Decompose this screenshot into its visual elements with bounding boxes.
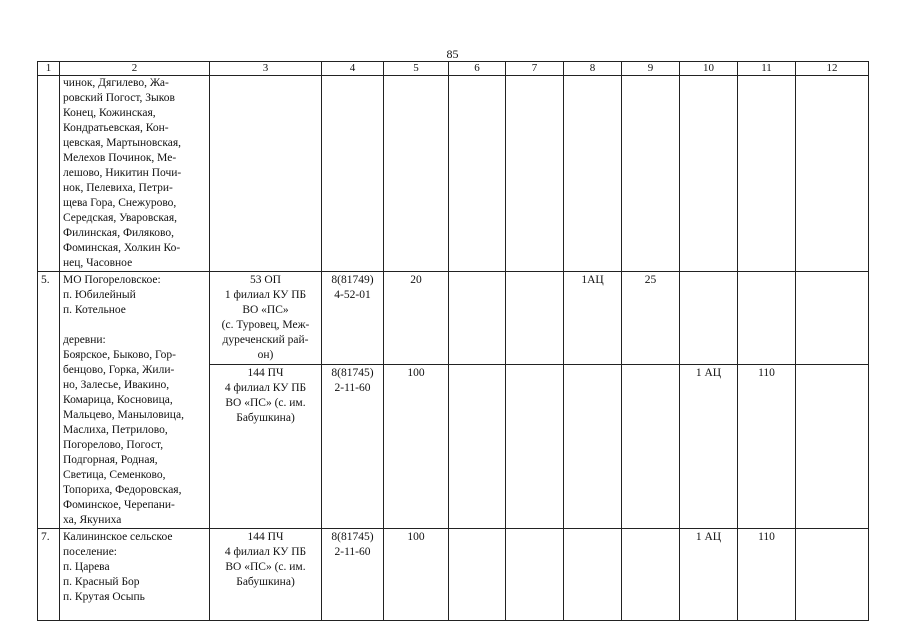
text-line: щева Гора, Снежурово, — [63, 197, 177, 209]
text-line: лешово, Никитин Почи- — [63, 167, 182, 179]
settlements-cell — [60, 529, 210, 621]
text-line: (с. Туровец, Меж- — [221, 319, 310, 331]
empty-cell — [384, 76, 449, 272]
text-line: Маслиха, Петрилово, — [63, 424, 168, 436]
text-line: 2-11-60 — [334, 546, 371, 558]
text-line: Мелехов Починок, Ме- — [63, 152, 177, 164]
text-line: п. Красный Бор — [63, 576, 140, 588]
row-number-cell: 7. — [38, 529, 60, 621]
text-line: Мальцево, Маныловица, — [63, 409, 184, 421]
vehicle-cell: 1 АЦ — [680, 529, 738, 621]
text-line: 4 филиал КУ ПБ — [224, 381, 307, 394]
time-cell: 110 — [738, 364, 796, 528]
col-header: 7 — [506, 62, 564, 76]
empty-cell — [796, 76, 869, 272]
col-header: 10 — [680, 62, 738, 76]
empty-cell — [449, 76, 506, 272]
text-line: 4 филиал КУ ПБ — [224, 546, 307, 558]
empty-cell — [506, 272, 564, 365]
row-number-cell — [38, 76, 60, 272]
empty-cell — [796, 272, 869, 365]
text-line: п. Крутая Осыпь — [63, 591, 145, 603]
phone-cell — [322, 364, 384, 528]
text-line: 1 филиал КУ ПБ — [224, 289, 307, 301]
empty-cell — [622, 529, 680, 621]
text-line: 8(81745) — [331, 531, 374, 543]
col-header: 4 — [322, 62, 384, 76]
time-cell — [622, 364, 680, 528]
text-line: Конец, Кожинская, — [63, 107, 156, 119]
text-line: бенцово, Горка, Жили- — [63, 364, 175, 376]
text-line: нец, Часовное — [63, 257, 133, 269]
text-line: 144 ПЧ — [247, 366, 284, 379]
text-line: 8(81749) — [331, 274, 374, 286]
text-line: 4-52-01 — [334, 289, 371, 301]
text-line: Погорелово, Погост, — [63, 439, 164, 451]
vehicle-cell — [564, 364, 622, 528]
vehicle-cell: 1АЦ — [564, 272, 622, 365]
text-line: но, Залесье, Ивакино, — [63, 379, 170, 391]
text-line: Бабушкина) — [236, 411, 295, 424]
text-line: Калининское сельское — [63, 531, 173, 543]
text-line: он) — [257, 349, 274, 361]
text-line: 2-11-60 — [334, 381, 371, 394]
text-line: чинок, Дягилево, Жа- — [63, 77, 169, 89]
empty-cell — [449, 529, 506, 621]
header-row — [38, 62, 869, 76]
empty-cell — [564, 76, 622, 272]
text-line: поселение: — [63, 546, 117, 558]
col-header: 6 — [449, 62, 506, 76]
empty-cell — [449, 364, 506, 528]
empty-cell — [796, 529, 869, 621]
text-line: Фоминская, Холкин Ко- — [63, 242, 181, 254]
col-header: 8 — [564, 62, 622, 76]
empty-cell — [210, 76, 322, 272]
text-line: Бабушкина) — [236, 576, 295, 588]
col-header: 9 — [622, 62, 680, 76]
text-line: п. Юбилейный — [63, 289, 136, 301]
text-line: Середская, Уваровская, — [63, 212, 178, 224]
fire-units-table — [37, 61, 869, 621]
col-header: 11 — [738, 62, 796, 76]
empty-cell — [680, 76, 738, 272]
vehicle-cell — [680, 272, 738, 365]
time-cell: 110 — [738, 529, 796, 621]
col-header: 2 — [60, 62, 210, 76]
text-line: Боярское, Быково, Гор- — [63, 349, 176, 361]
phone-cell — [322, 272, 384, 365]
text-line: 144 ПЧ — [247, 531, 284, 543]
empty-cell — [322, 76, 384, 272]
text-line: Комарица, Косновица, — [63, 394, 173, 406]
row-number-cell: 5. — [38, 272, 60, 529]
fire-unit-cell — [210, 272, 322, 365]
empty-cell — [449, 272, 506, 365]
text-line: деревни: — [63, 334, 106, 346]
text-line: п. Царева — [63, 561, 110, 573]
text-line: Топориха, Федоровская, — [63, 484, 182, 496]
text-line: ВО «ПС» — [242, 304, 289, 316]
text-line: Светица, Семенково, — [63, 469, 166, 481]
text-line: п. Котельное — [63, 304, 126, 316]
page-number: 85 — [446, 47, 459, 61]
text-line: ровский Погост, Зыков — [63, 92, 175, 104]
distance-cell: 20 — [384, 272, 449, 365]
empty-cell — [564, 529, 622, 621]
fire-unit-cell — [210, 529, 322, 621]
settlements-cell — [60, 272, 210, 529]
col-header: 12 — [796, 62, 869, 76]
phone-cell — [322, 529, 384, 621]
spacer — [63, 318, 206, 333]
empty-cell — [796, 364, 869, 528]
empty-cell — [506, 76, 564, 272]
time-cell: 25 — [622, 272, 680, 365]
text-line: нок, Пелевиха, Петри- — [63, 182, 173, 194]
empty-cell — [506, 529, 564, 621]
table-row — [38, 272, 869, 365]
empty-cell — [738, 76, 796, 272]
table-row — [38, 76, 869, 272]
col-header: 1 — [38, 62, 60, 76]
text-line: Филинская, Филяково, — [63, 227, 174, 239]
empty-cell — [622, 76, 680, 272]
distance-cell: 100 — [384, 529, 449, 621]
time-cell — [738, 272, 796, 365]
text-line: ВО «ПС» (с. им. — [225, 561, 306, 573]
text-line: Фоминское, Черепани- — [63, 499, 175, 511]
text-line: дуреченский рай- — [222, 334, 309, 346]
text-line: ВО «ПС» (с. им. — [225, 396, 306, 409]
settlements-cell — [60, 76, 210, 272]
text-line: ха, Якуниха — [63, 514, 122, 526]
distance-cell: 100 — [384, 364, 449, 528]
vehicle-cell: 1 АЦ — [680, 364, 738, 528]
col-header: 3 — [210, 62, 322, 76]
col-header: 5 — [384, 62, 449, 76]
fire-unit-cell — [210, 364, 322, 528]
text-line: МО Погореловское: — [63, 274, 161, 286]
empty-cell — [506, 364, 564, 528]
text-line: Кондратьевская, Кон- — [63, 122, 169, 134]
text-line: Подгорная, Родная, — [63, 454, 158, 466]
text-line: 8(81745) — [331, 366, 374, 379]
text-line: 53 ОП — [250, 274, 281, 286]
text-line: цевская, Мартыновская, — [63, 137, 182, 149]
table-row — [38, 529, 869, 621]
